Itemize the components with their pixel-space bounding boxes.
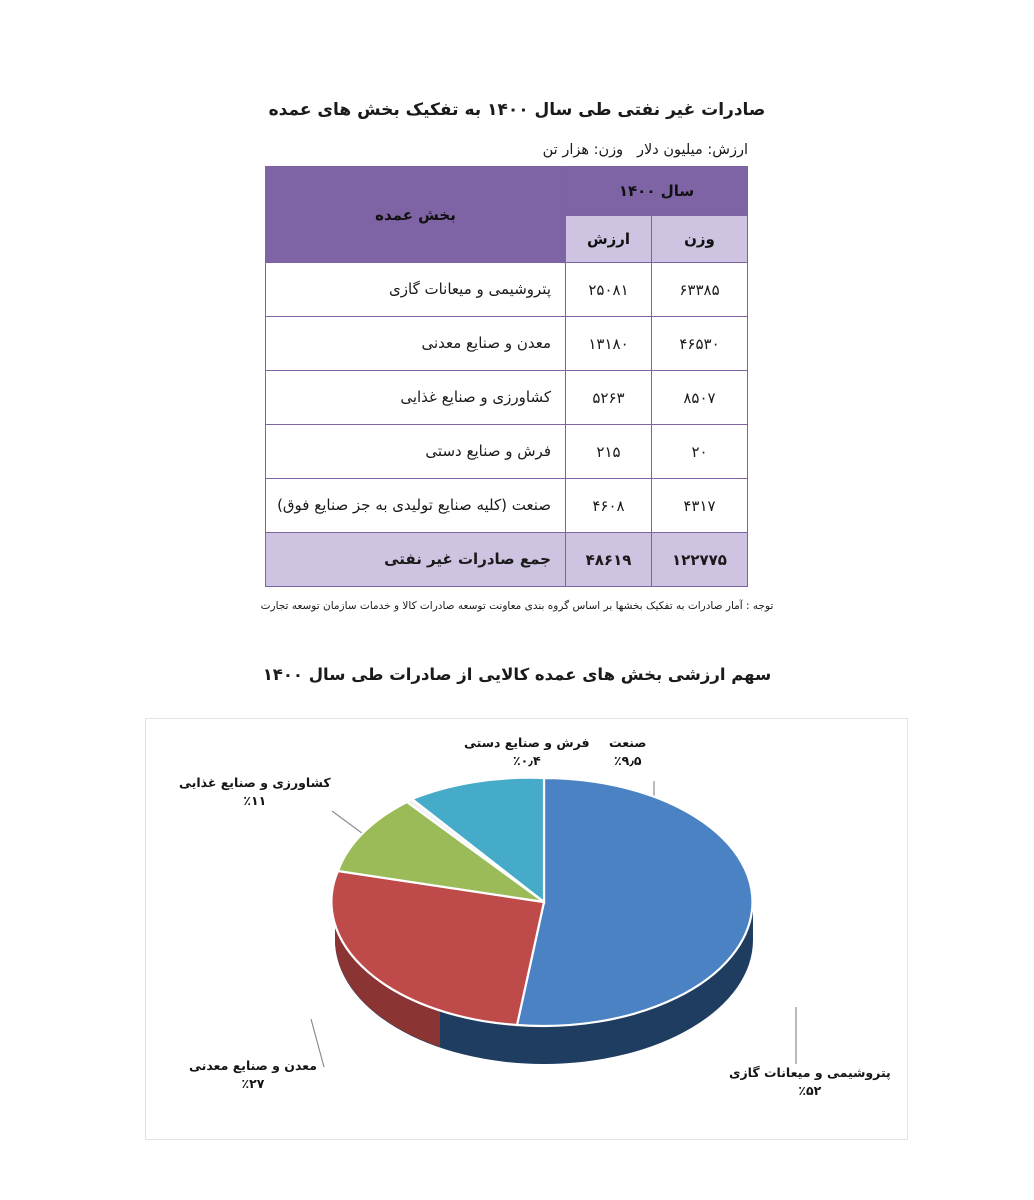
table-row: [266, 425, 748, 479]
table-row: [266, 371, 748, 425]
header-year-group: سال ۱۴۰۰: [566, 167, 748, 216]
chart-title: سهم ارزشی بخش های عمده کالایی از صادرات طی سال ۱۴۰۰: [262, 665, 772, 684]
header-sector: بخش عمده: [266, 167, 566, 263]
total-value: ۴۸۶۱۹: [566, 533, 652, 587]
header-weight: وزن: [652, 216, 748, 263]
total-weight: ۱۲۲۷۷۵: [652, 533, 748, 587]
pie-label-mining-text: معدن و صنایع معدنی: [189, 1058, 317, 1073]
pie-label-agriculture-pct: ٪۱۱: [243, 793, 267, 809]
total-label: جمع صادرات غیر نفتی: [266, 533, 566, 587]
pie-label-mining: [189, 1057, 317, 1093]
cell-value: ۲۱۵: [566, 425, 652, 479]
pie-label-industry-pct: ٪۹٫۵: [613, 753, 642, 769]
pie-label-agriculture-text: کشاورزی و صنایع غذایی: [179, 775, 331, 790]
cell-sector: فرش و صنایع دستی: [266, 425, 566, 479]
cell-weight: ۶۳۳۸۵: [652, 263, 748, 317]
cell-value: ۵۲۶۳: [566, 371, 652, 425]
table-units-note: ارزش: میلیون دلار وزن: هزار تن: [542, 142, 748, 158]
pie-top-slices: [331, 778, 752, 1026]
cell-weight: ۲۰: [652, 425, 748, 479]
pie-label-agriculture: [179, 774, 331, 810]
table-title: صادرات غیر نفتی طی سال ۱۴۰۰ به تفکیک بخش های عمده: [268, 100, 766, 120]
table-header-row-group: [266, 167, 748, 216]
header-value: ارزش: [566, 216, 652, 263]
pie-label-handicraft: [464, 734, 590, 770]
pie-label-industry-text: صنعت: [609, 735, 647, 750]
pie-chart-frame: [145, 718, 908, 1140]
pie-label-handicraft-text: فرش و صنایع دستی: [464, 735, 590, 750]
pie-label-mining-pct: ٪۲۷: [241, 1076, 265, 1092]
cell-value: ۴۶۰۸: [566, 479, 652, 533]
pie-label-industry: [609, 734, 646, 770]
pie-label-handicraft-pct: ٪۰٫۴: [513, 753, 541, 769]
pie-label-petrochemical: [729, 1064, 891, 1100]
table-row: [266, 263, 748, 317]
cell-weight: ۴۳۱۷: [652, 479, 748, 533]
cell-weight: ۸۵۰۷: [652, 371, 748, 425]
pie-label-petrochemical-pct: ٪۵۲: [798, 1083, 822, 1099]
pie-label-petrochemical-text: پتروشیمی و میعانات گازی: [729, 1065, 891, 1080]
cell-value: ۱۳۱۸۰: [566, 317, 652, 371]
cell-sector: کشاورزی و صنایع غذایی: [266, 371, 566, 425]
non-oil-exports-table: [265, 166, 748, 587]
table-footnote: توجه : آمار صادرات به تفکیک بخشها بر اساس گروه بندی معاونت توسعه صادرات کالا و خدمات سازمان توسعه تجارت: [260, 600, 774, 612]
cell-sector: معدن و صنایع معدنی: [266, 317, 566, 371]
table-row: [266, 479, 748, 533]
cell-value: ۲۵۰۸۱: [566, 263, 652, 317]
table-total-row: [266, 533, 748, 587]
cell-weight: ۴۶۵۳۰: [652, 317, 748, 371]
cell-sector: پتروشیمی و میعانات گازی: [266, 263, 566, 317]
table-row: [266, 317, 748, 371]
cell-sector: صنعت (کلیه صنایع تولیدی به جز صنایع فوق): [266, 479, 566, 533]
